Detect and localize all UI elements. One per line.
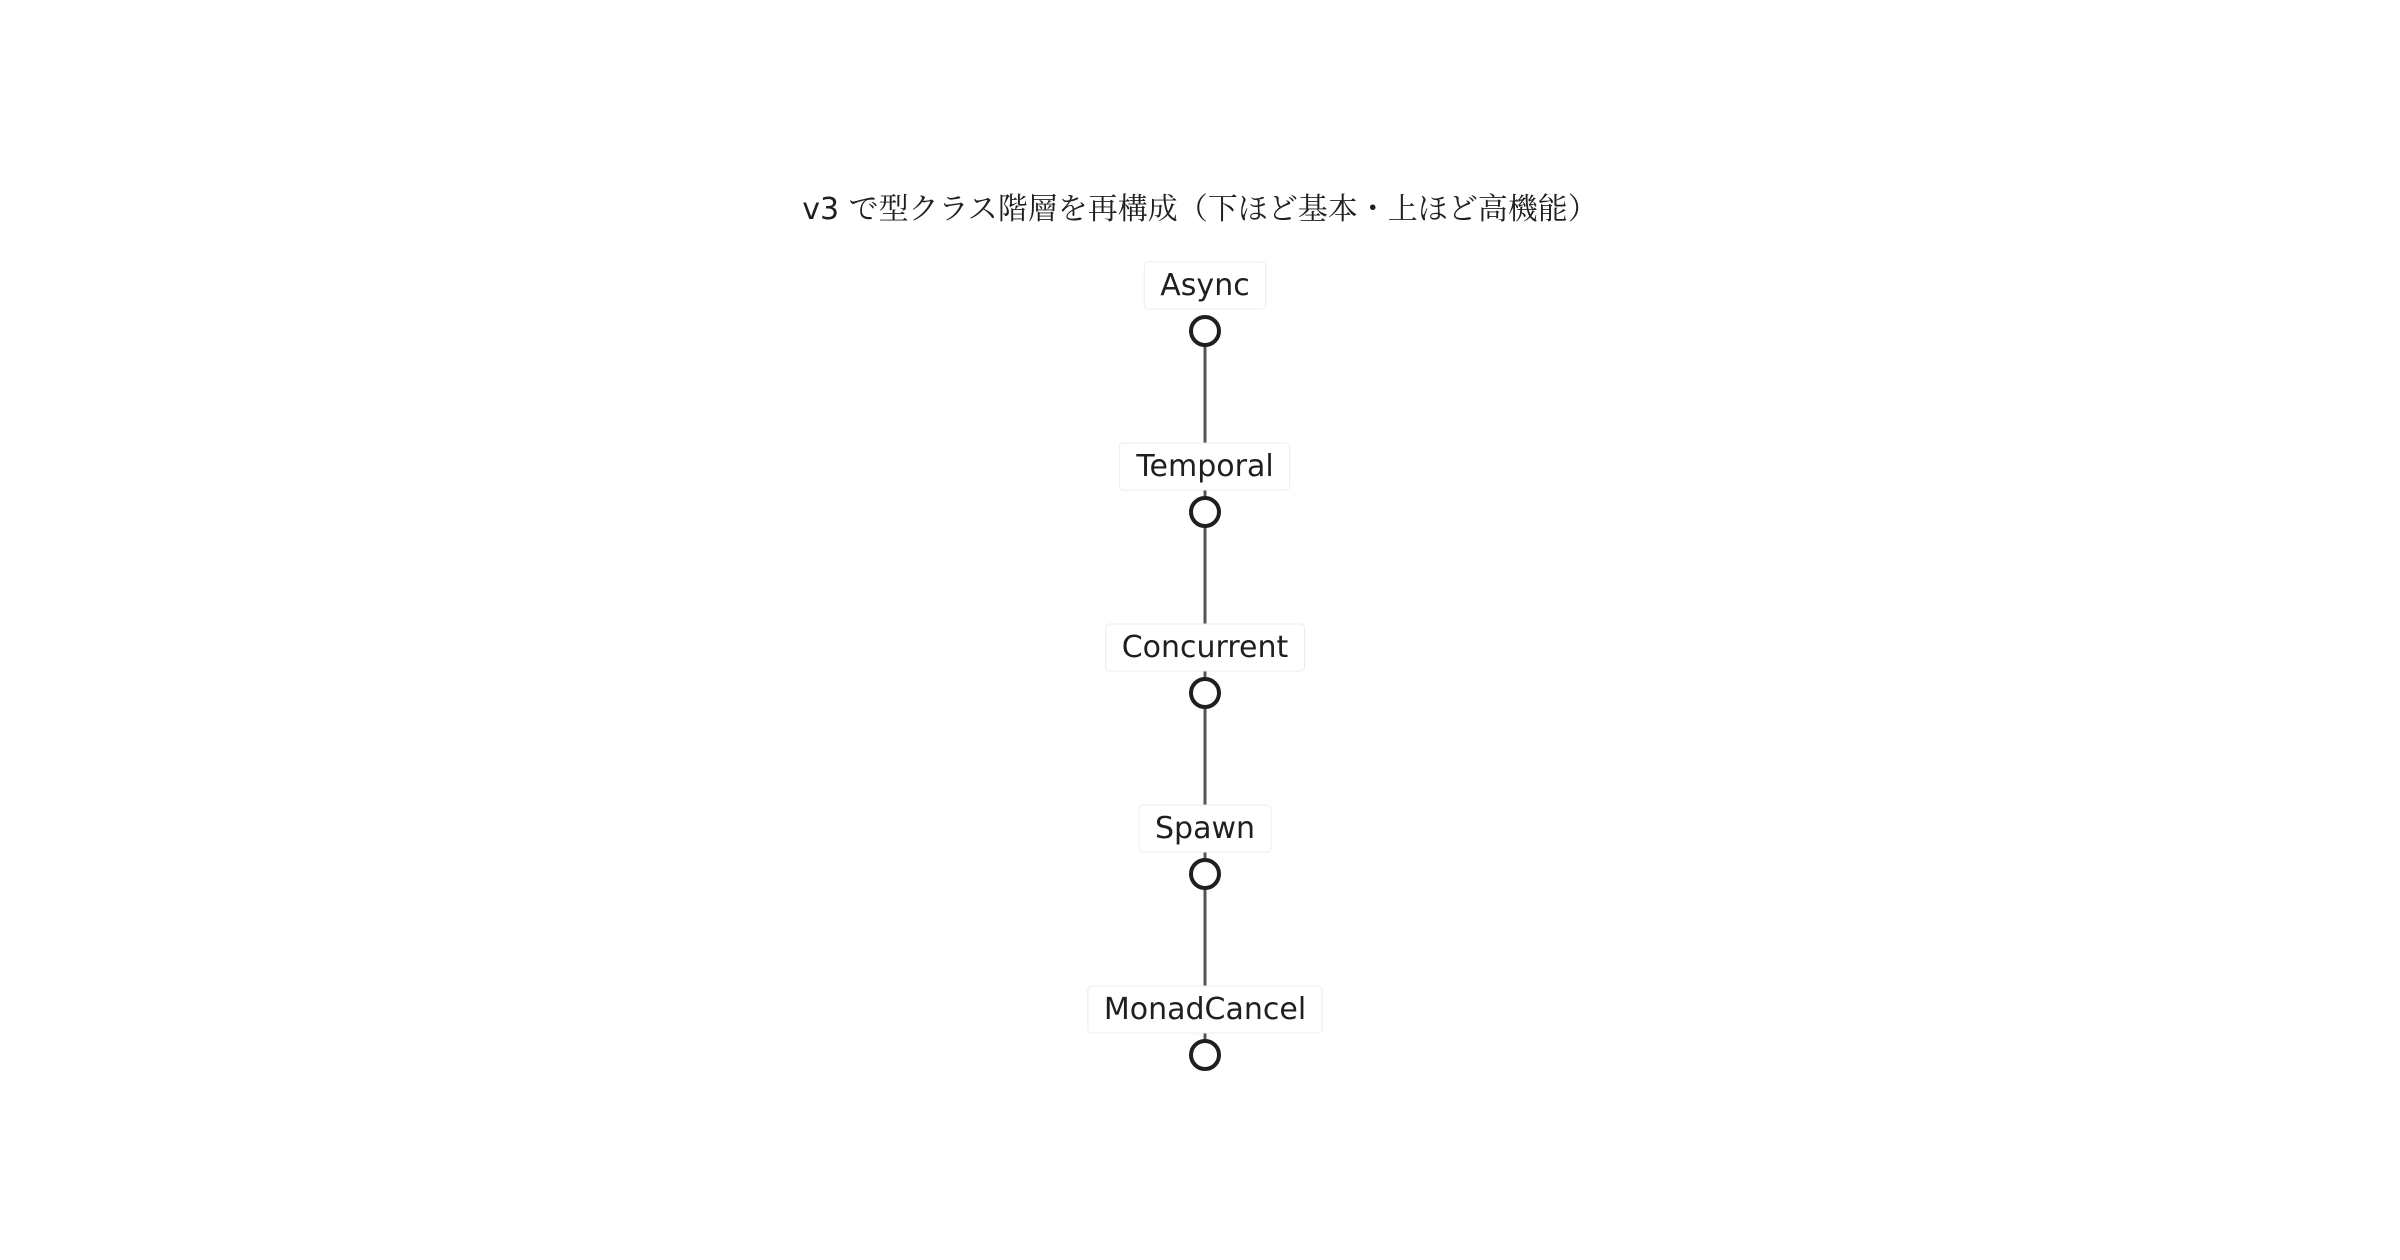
node-circle-monadcancel [1191,1041,1219,1069]
node-label-spawn: Spawn [1154,811,1256,846]
node-temporal [1119,443,1289,526]
node-circle-temporal [1191,498,1219,526]
node-concurrent [1106,624,1305,707]
node-label-monadcancel: MonadCancel [1103,992,1307,1027]
diagram-title: v3 で型クラス階層を再構成（下ほど基本・上ほど高機能） [802,192,1598,227]
node-spawn [1139,805,1271,888]
node-async [1144,262,1265,345]
node-label-async: Async [1160,268,1250,303]
node-label-concurrent: Concurrent [1121,630,1289,665]
node-monadcancel [1088,986,1322,1069]
node-circle-concurrent [1191,679,1219,707]
node-circle-spawn [1191,860,1219,888]
node-circle-async [1191,317,1219,345]
node-label-temporal: Temporal [1136,449,1274,484]
